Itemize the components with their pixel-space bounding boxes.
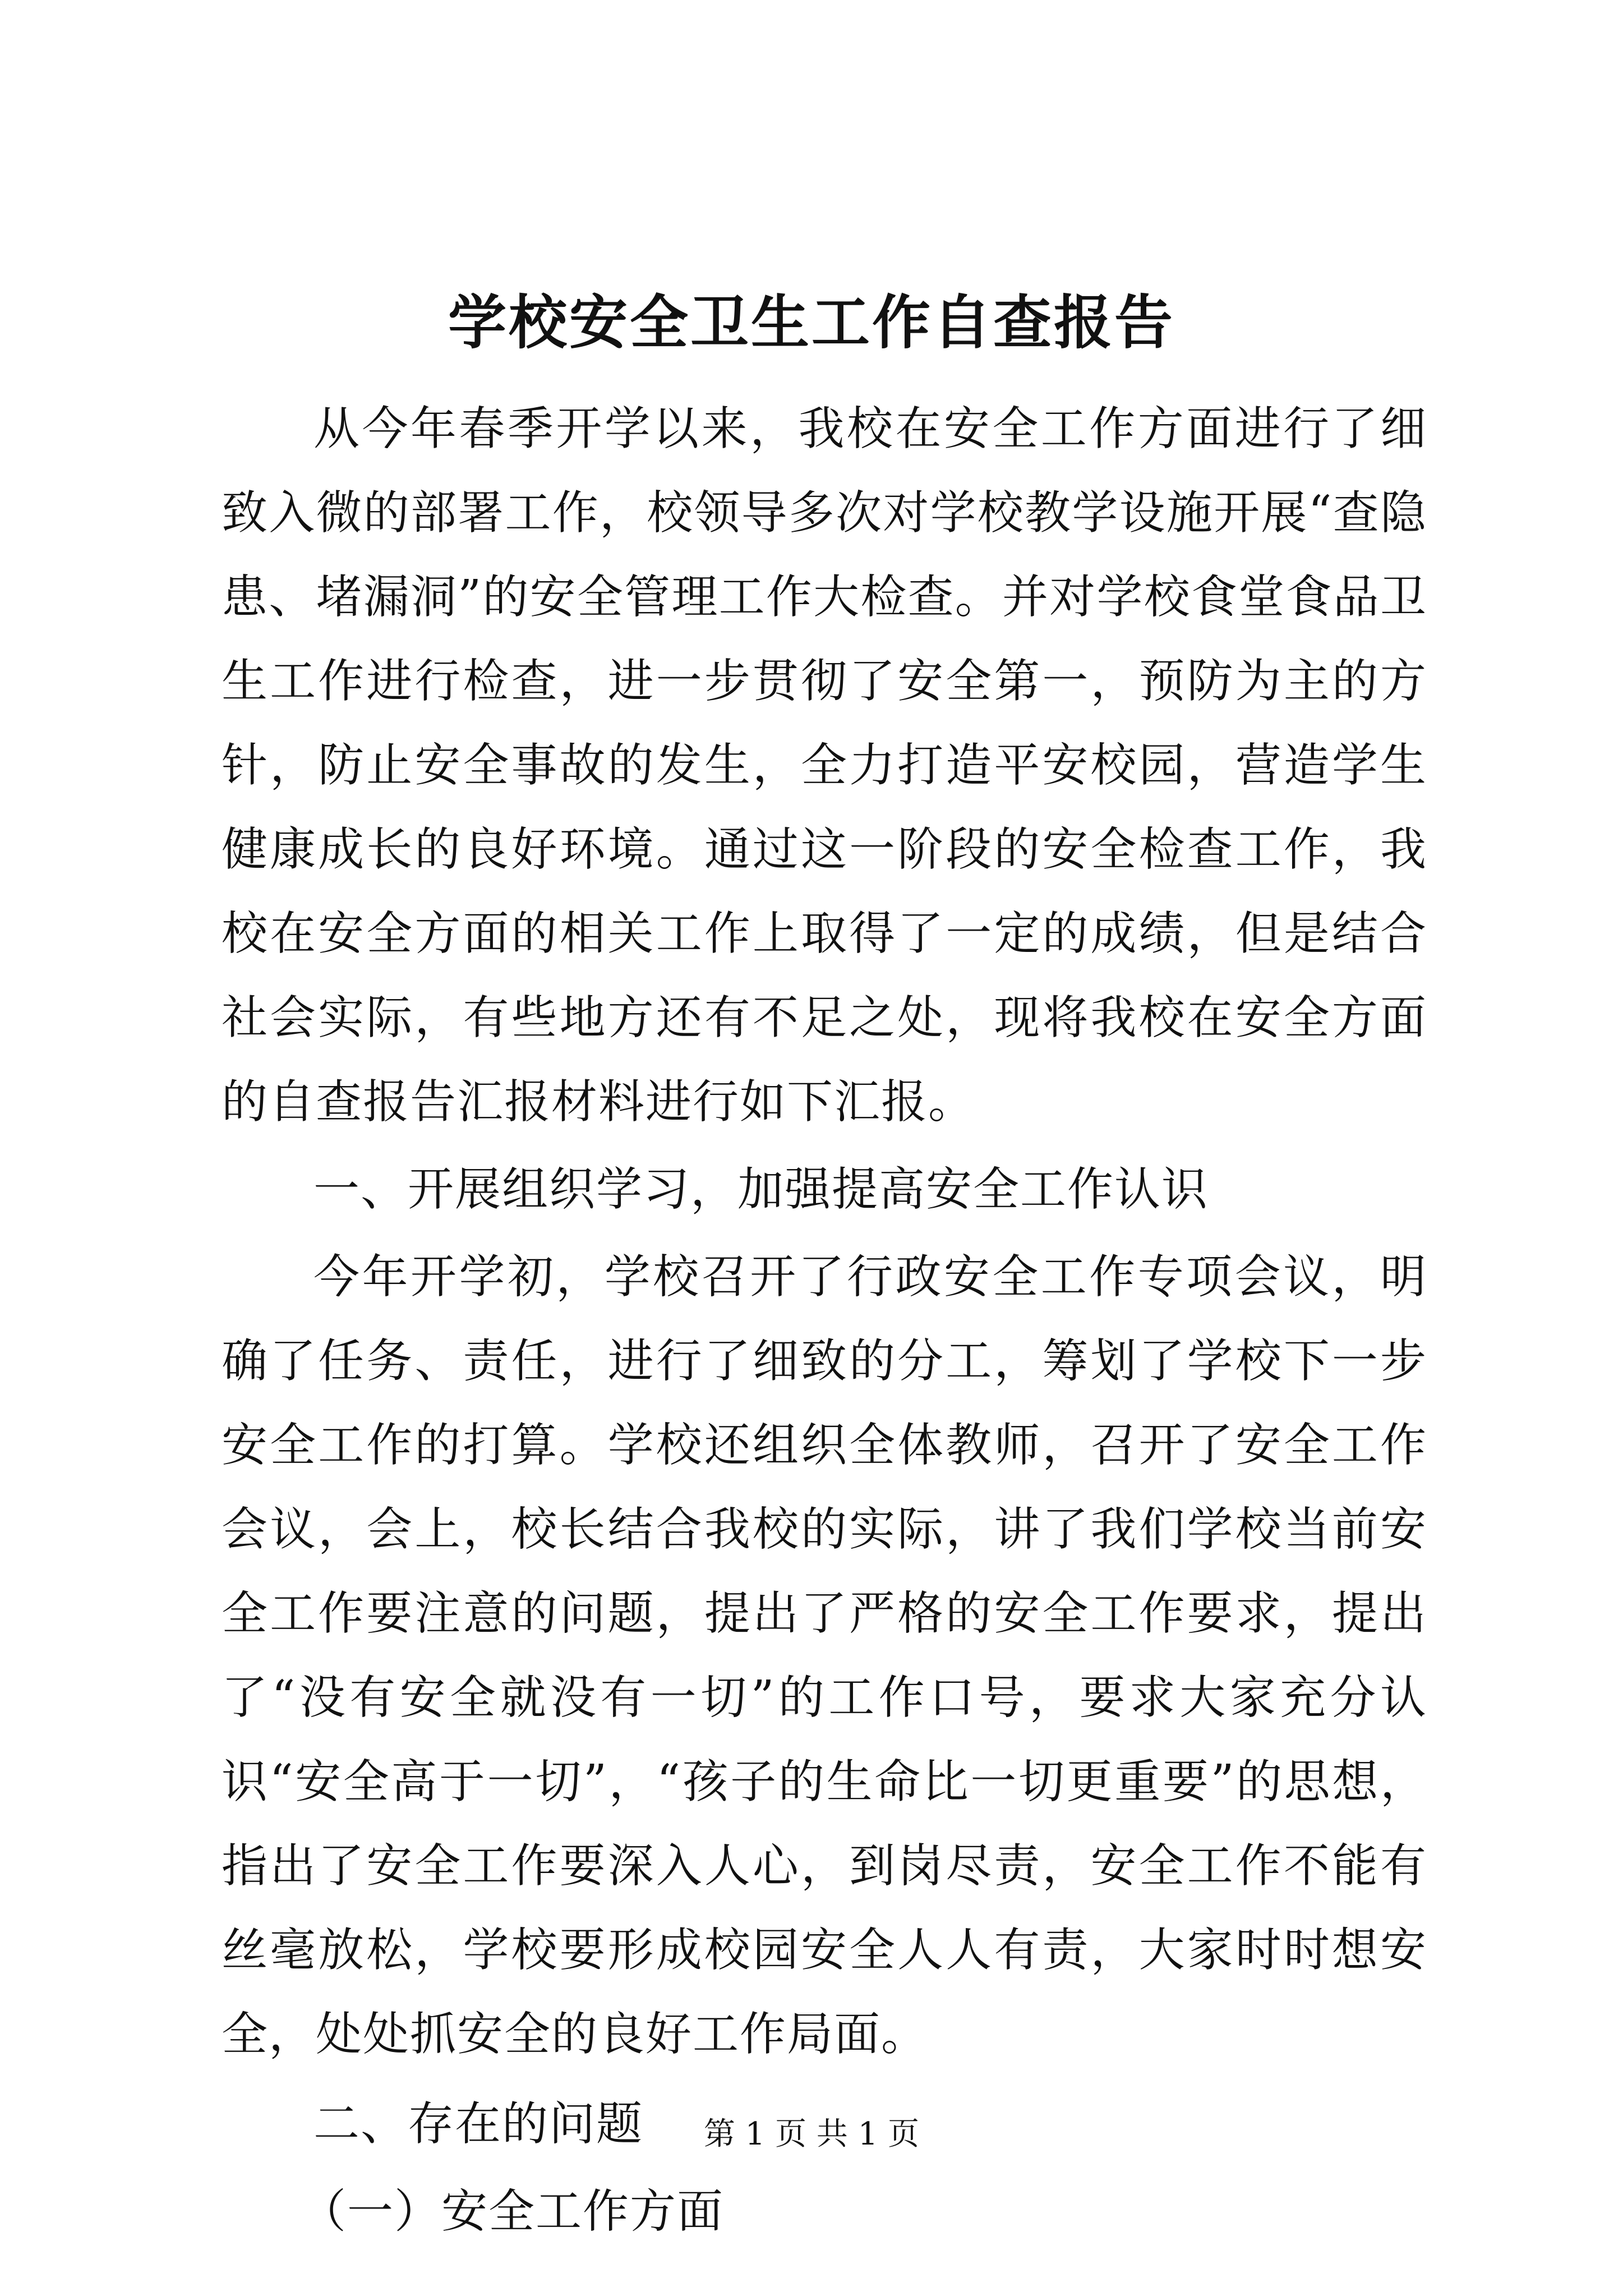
document-title: 学校安全卫生工作自查报告 (448, 288, 1175, 357)
subsection-heading-1: （一）安全工作方面 (300, 2185, 725, 2238)
section-1-paragraph: 今年开学初，学校召开了行政安全工作专项会议，明确了任务、责任，进行了细致的分工，筹划了学校下一步安全工作的打算。学校还组织全体教师，召开了安全工作会议，会上，校长结合我校的实际，讲了我们学校当前安全工作要注意的问题，提出了严格的安全工作要求，提出了“没有安全就没有一切”的工作口号，要求大家充分认识“安全高于一切”，“孩子的生命比一切更重要”的思想，指出了安全工作要深入人心，到岗尽责，安全工作不能有丝毫放松，学校要形成校园安全人人有责，大家时时想安全，处处抓安全的良好工作局面。 (222, 1250, 1427, 2061)
page-footer: 第 1 页 共 1 页 (703, 2116, 920, 2152)
section-heading-2: 二、存在的问题 (313, 2097, 644, 2151)
section-heading-1: 一、开展组织学习，加强提高安全工作认识 (313, 1163, 1209, 1216)
document-body (222, 387, 1427, 2254)
intro-paragraph: 从今年春季开学以来，我校在安全工作方面进行了细致入微的部署工作，校领导多次对学校教学设施开展“查隐患、堵漏洞”的安全管理工作大检查。并对学校食堂食品卫生工作进行检查，进一步贯彻了安全第一，预防为主的方针，防止安全事故的发生，全力打造平安校园，营造学生健康成长的良好环境。通过这一阶段的安全检查工作，我校在安全方面的相关工作上取得了一定的成绩，但是结合社会实际，有些地方还有不足之处，现将我校在安全方面的自查报告汇报材料进行如下汇报。 (222, 402, 1427, 1129)
